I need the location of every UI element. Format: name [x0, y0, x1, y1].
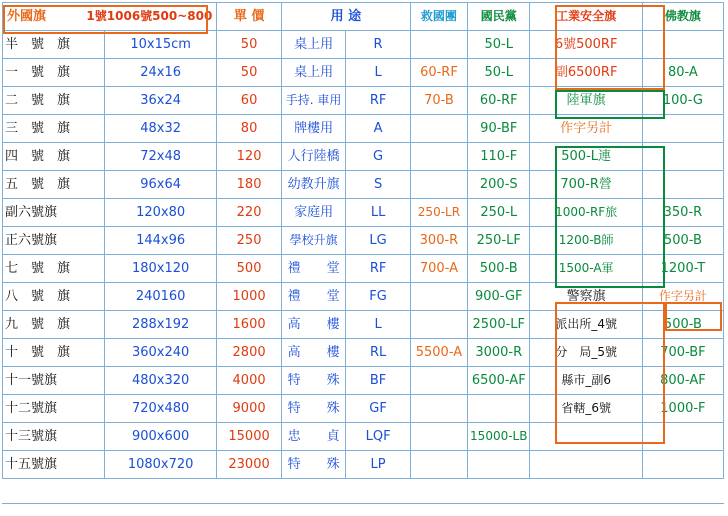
- row-code: BF: [346, 367, 411, 395]
- row-buddhist: 700-BF: [642, 339, 723, 367]
- row-kmt: 900-GF: [468, 283, 530, 311]
- row-kmt: [468, 395, 530, 423]
- header-use: 用 途: [281, 3, 410, 31]
- row-industrial: 省轄_6號: [530, 395, 642, 423]
- table-row: [3, 115, 724, 143]
- row-industrial: 警察旗: [530, 283, 642, 311]
- row-rescue: 300-R: [410, 227, 467, 255]
- row-code: LL: [346, 199, 411, 227]
- row-buddhist: 作字另計: [642, 283, 723, 311]
- row-rescue: 60-RF: [410, 59, 467, 87]
- row-rescue: 700-A: [410, 255, 467, 283]
- row-use: 忠 貞: [281, 423, 346, 451]
- row-kmt: 50-L: [468, 59, 530, 87]
- table-row: [3, 367, 724, 395]
- row-industrial: 派出所_4號: [530, 311, 642, 339]
- row-industrial: 1500-A軍: [530, 255, 642, 283]
- row-size: 24x16: [104, 59, 216, 87]
- row-use: 特 殊: [281, 395, 346, 423]
- row-use: 家庭用: [281, 199, 346, 227]
- row-industrial: 1200-B師: [530, 227, 642, 255]
- row-kmt: 200-S: [468, 171, 530, 199]
- row-code: LQF: [346, 423, 411, 451]
- row-name: 十一號旗: [3, 367, 105, 395]
- row-kmt: [468, 451, 530, 479]
- row-use: 高 樓: [281, 311, 346, 339]
- table-row: [3, 451, 724, 479]
- row-industrial: 分 局_5號: [530, 339, 642, 367]
- table-row: [3, 143, 724, 171]
- row-name: 十 號 旗: [3, 339, 105, 367]
- row-rescue: [410, 171, 467, 199]
- table-row: [3, 255, 724, 283]
- row-name: 半 號 旗: [3, 31, 105, 59]
- row-kmt: 60-RF: [468, 87, 530, 115]
- row-size: 180x120: [104, 255, 216, 283]
- table-row: [3, 311, 724, 339]
- row-kmt: 6500-AF: [468, 367, 530, 395]
- row-rescue: [410, 31, 467, 59]
- row-industrial: 副6500RF: [530, 59, 642, 87]
- row-code: RF: [346, 255, 411, 283]
- row-use: 人行陸橋: [281, 143, 346, 171]
- table-row: [3, 339, 724, 367]
- row-code: LP: [346, 451, 411, 479]
- row-size: 10x15cm: [104, 31, 216, 59]
- row-rescue: 250-LR: [410, 199, 467, 227]
- row-industrial: 500-L連: [530, 143, 642, 171]
- row-price: 15000: [217, 423, 282, 451]
- row-industrial: 6號500RF: [530, 31, 642, 59]
- row-use: 高 樓: [281, 339, 346, 367]
- row-size: 720x480: [104, 395, 216, 423]
- row-use: 禮 堂: [281, 283, 346, 311]
- row-use: 特 殊: [281, 367, 346, 395]
- row-rescue: [410, 423, 467, 451]
- row-rescue: [410, 451, 467, 479]
- row-use: 特 殊: [281, 451, 346, 479]
- row-name: 九 號 旗: [3, 311, 105, 339]
- row-price: 220: [217, 199, 282, 227]
- header-buddhist: 佛教旗: [642, 3, 723, 31]
- row-size: 900x600: [104, 423, 216, 451]
- row-price: 180: [217, 171, 282, 199]
- row-name: 十二號旗: [3, 395, 105, 423]
- row-name: 十五號旗: [3, 451, 105, 479]
- row-buddhist: [642, 31, 723, 59]
- row-buddhist: 350-R: [642, 199, 723, 227]
- row-rescue: [410, 311, 467, 339]
- row-size: 360x240: [104, 339, 216, 367]
- row-use: 禮 堂: [281, 255, 346, 283]
- row-code: A: [346, 115, 411, 143]
- header-kmt: 國民黨: [468, 3, 530, 31]
- price-table: [2, 2, 724, 479]
- table-row: [3, 227, 724, 255]
- row-price: 80: [217, 115, 282, 143]
- row-kmt: 250-L: [468, 199, 530, 227]
- row-rescue: [410, 395, 467, 423]
- row-buddhist: 100-G: [642, 87, 723, 115]
- row-price: 9000: [217, 395, 282, 423]
- row-buddhist: 500-B: [642, 311, 723, 339]
- row-size: 144x96: [104, 227, 216, 255]
- row-size: 240160: [104, 283, 216, 311]
- row-size: 72x48: [104, 143, 216, 171]
- header-foreign-flag-label: 外國旗: [7, 9, 47, 24]
- row-price: 1600: [217, 311, 282, 339]
- row-size: 480x320: [104, 367, 216, 395]
- row-name: 一 號 旗: [3, 59, 105, 87]
- row-rescue: [410, 143, 467, 171]
- row-price: 1000: [217, 283, 282, 311]
- row-code: L: [346, 59, 411, 87]
- row-use: 桌上用: [281, 31, 346, 59]
- row-rescue: [410, 115, 467, 143]
- row-size: 48x32: [104, 115, 216, 143]
- row-code: L: [346, 311, 411, 339]
- header-foreign-flag: [3, 3, 217, 31]
- row-code: LG: [346, 227, 411, 255]
- table-row: [3, 87, 724, 115]
- row-name: 八 號 旗: [3, 283, 105, 311]
- row-kmt: 90-BF: [468, 115, 530, 143]
- row-code: G: [346, 143, 411, 171]
- row-size: 96x64: [104, 171, 216, 199]
- row-rescue: 70-B: [410, 87, 467, 115]
- row-price: 60: [217, 87, 282, 115]
- row-size: 288x192: [104, 311, 216, 339]
- row-code: RF: [346, 87, 411, 115]
- row-name: 二 號 旗: [3, 87, 105, 115]
- row-industrial: 陸軍旗: [530, 87, 642, 115]
- header-foreign-flag-note: 1號1006號500~800: [86, 9, 213, 23]
- row-rescue: [410, 367, 467, 395]
- row-code: RL: [346, 339, 411, 367]
- row-price: 120: [217, 143, 282, 171]
- row-buddhist: 1200-T: [642, 255, 723, 283]
- header-price: 單 價: [217, 3, 282, 31]
- row-kmt: 250-LF: [468, 227, 530, 255]
- spreadsheet-sheet: [0, 2, 728, 516]
- row-name: 十三號旗: [3, 423, 105, 451]
- row-size: 120x80: [104, 199, 216, 227]
- row-size: 1080x720: [104, 451, 216, 479]
- row-price: 250: [217, 227, 282, 255]
- row-name: 副六號旗: [3, 199, 105, 227]
- row-industrial: 作字另計: [530, 115, 642, 143]
- table-row: [3, 31, 724, 59]
- row-buddhist: [642, 171, 723, 199]
- row-buddhist: [642, 115, 723, 143]
- row-buddhist: 80-A: [642, 59, 723, 87]
- row-name: 七 號 旗: [3, 255, 105, 283]
- row-industrial: [530, 423, 642, 451]
- header-rescue: 救國團: [410, 3, 467, 31]
- row-price: 500: [217, 255, 282, 283]
- row-kmt: 110-F: [468, 143, 530, 171]
- row-kmt: 15000-LB: [468, 423, 530, 451]
- row-kmt: 500-B: [468, 255, 530, 283]
- row-price: 50: [217, 31, 282, 59]
- table-row: [3, 171, 724, 199]
- row-buddhist: 1000-F: [642, 395, 723, 423]
- row-name: 三 號 旗: [3, 115, 105, 143]
- row-use: 牌樓用: [281, 115, 346, 143]
- row-kmt: 50-L: [468, 31, 530, 59]
- row-code: R: [346, 31, 411, 59]
- row-industrial: 700-R營: [530, 171, 642, 199]
- row-name: 四 號 旗: [3, 143, 105, 171]
- row-industrial: 1000-RF旅: [530, 199, 642, 227]
- row-industrial: [530, 451, 642, 479]
- row-industrial: 縣市_副6: [530, 367, 642, 395]
- row-use: 幼教升旗: [281, 171, 346, 199]
- row-price: 50: [217, 59, 282, 87]
- row-buddhist: [642, 451, 723, 479]
- row-buddhist: [642, 423, 723, 451]
- table-row: [3, 423, 724, 451]
- row-use: 手持. 車用: [281, 87, 346, 115]
- table-row: [3, 59, 724, 87]
- table-header-row: [3, 3, 724, 31]
- sheet-footer-divider: [2, 503, 724, 514]
- row-price: 2800: [217, 339, 282, 367]
- table-row: [3, 283, 724, 311]
- row-code: FG: [346, 283, 411, 311]
- row-buddhist: 500-B: [642, 227, 723, 255]
- row-buddhist: 800-AF: [642, 367, 723, 395]
- row-rescue: [410, 283, 467, 311]
- row-size: 36x24: [104, 87, 216, 115]
- row-name: 正六號旗: [3, 227, 105, 255]
- row-price: 23000: [217, 451, 282, 479]
- row-rescue: 5500-A: [410, 339, 467, 367]
- row-use: 學校升旗: [281, 227, 346, 255]
- row-kmt: 3000-R: [468, 339, 530, 367]
- table-row: [3, 395, 724, 423]
- row-kmt: 2500-LF: [468, 311, 530, 339]
- header-industrial: 工業安全旗: [530, 3, 642, 31]
- row-code: GF: [346, 395, 411, 423]
- row-code: S: [346, 171, 411, 199]
- row-use: 桌上用: [281, 59, 346, 87]
- row-name: 五 號 旗: [3, 171, 105, 199]
- table-row: [3, 199, 724, 227]
- row-buddhist: [642, 143, 723, 171]
- row-price: 4000: [217, 367, 282, 395]
